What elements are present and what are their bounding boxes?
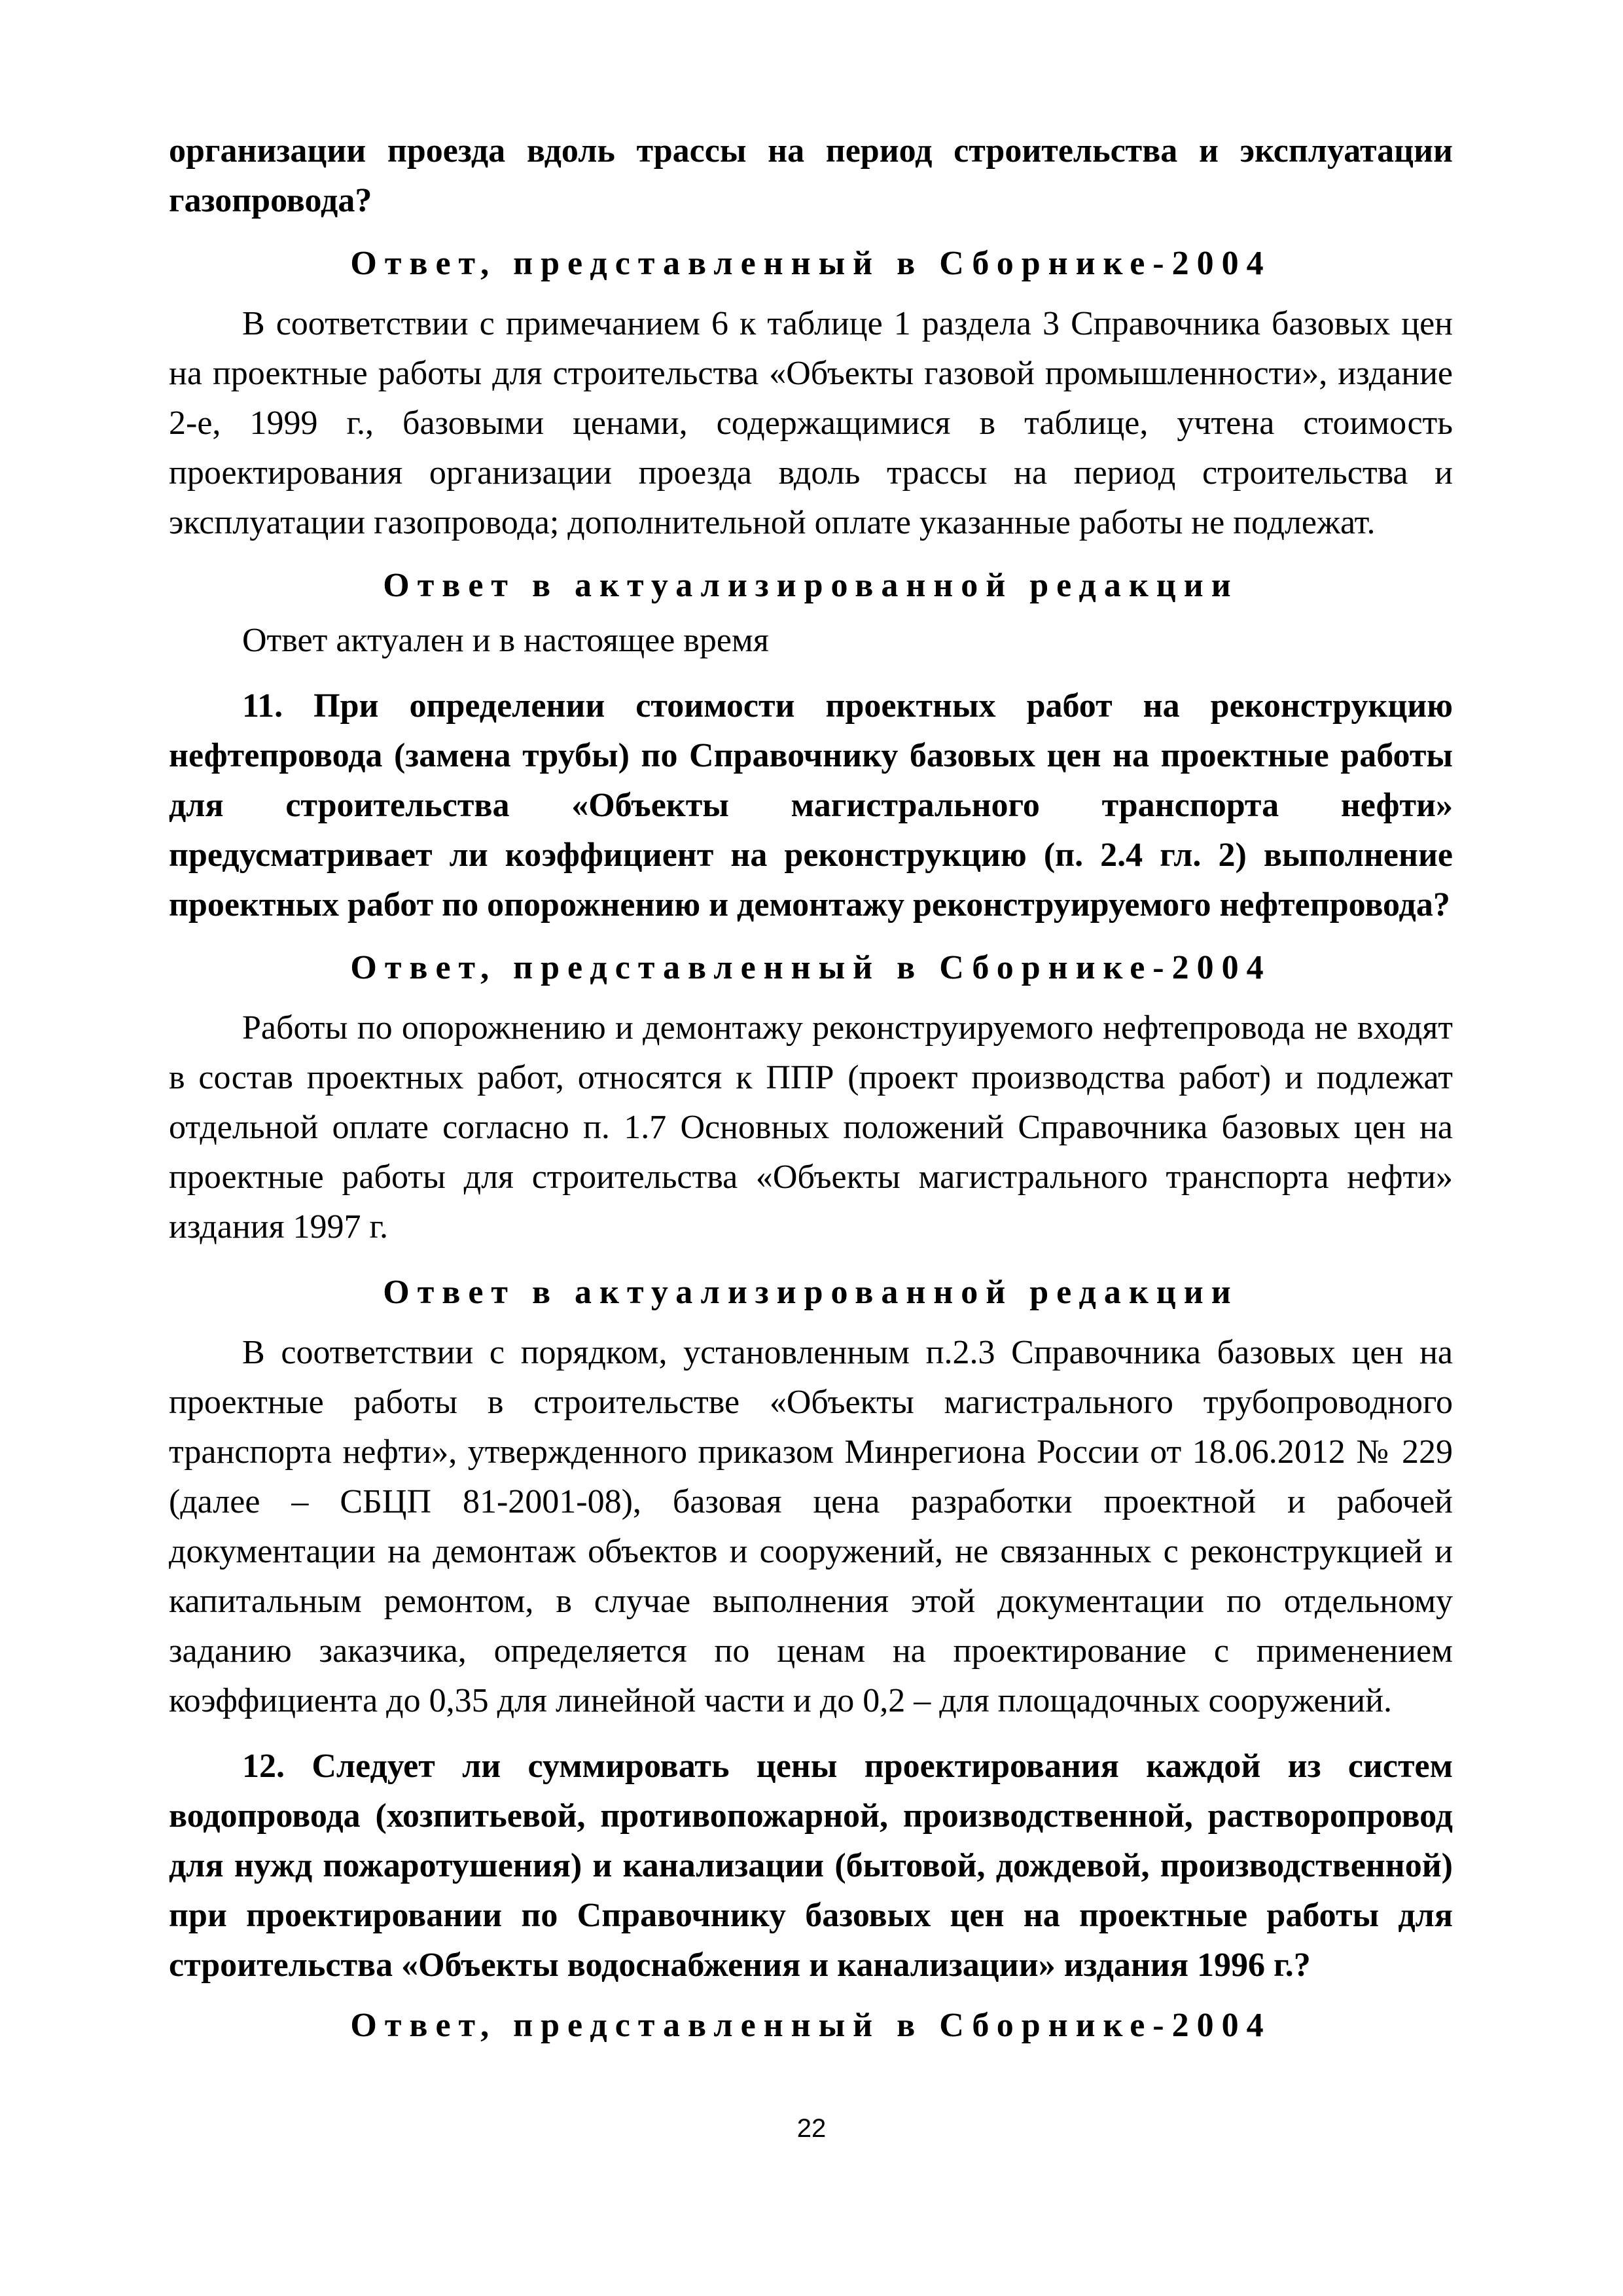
question-12: 12. Следует ли суммировать цены проектирования каждой из систем водопровода (хозпитьевой, противопожарной, производственной, растворопровод для нужд пожаротушения) и канализации (бытовой, дождевой, производственной) при проектировании по Справочнику базовых цен на проектные работы для строительства «Объекты водоснабжения и канализации» издания 1996 г.?	[169, 1748, 1453, 1984]
answer-heading-2004: Ответ, представленный в Сборнике-2004	[350, 245, 1272, 282]
question-11: 11. При определении стоимости проектных работ на реконструкцию нефтепровода (замена трубы) по Справочнику базовых цен на проектные работы для строительства «Объекты магистрального транспорта нефти» предусматривает ли коэффициент на реконструкцию (п. 2.4 гл. 2) выполнение проектных работ по опорожнению и демонтажу реконструируемого нефтепровода?	[169, 687, 1453, 924]
answer-paragraph: Ответ актуален и в настоящее время	[242, 622, 769, 659]
page-content	[169, 126, 1453, 2051]
answer-heading-2004: Ответ, представленный в Сборнике-2004	[350, 2007, 1272, 2044]
answer-heading-updated: Ответ в актуализированной редакции	[383, 1274, 1239, 1311]
page-number: 22	[796, 2114, 827, 2143]
answer-paragraph: В соответствии с примечанием 6 к таблице 1 раздела 3 Справочника базовых цен на проектные работы для строительства «Объекты газовой промышленности», издание 2-е, 1999 г., базовыми ценами, содержащимися в таблице, учтена стоимость проектирования организации проезда вдоль трассы на период строительства и эксплуатации газопровода; дополнительной оплате указанные работы не подлежат.	[169, 305, 1453, 541]
answer-paragraph: Работы по опорожнению и демонтажу реконструируемого нефтепровода не входят в состав проектных работ, относятся к ППР (проект производства работ) и подлежат отдельной оплате согласно п. 1.7 Основных положений Справочника базовых цен на проектные работы для строительства «Объекты магистрального транспорта нефти» издания 1997 г.	[169, 1009, 1453, 1246]
answer-heading-2004: Ответ, представленный в Сборнике-2004	[350, 949, 1272, 986]
answer-paragraph: В соответствии с порядком, установленным п.2.3 Справочника базовых цен на проектные работы в строительстве «Объекты магистрального трубопроводного транспорта нефти», утвержденного приказом Минрегиона России от 18.06.2012 № 229 (далее – СБЦП 81-2001-08), базовая цена разработки проектной и рабочей документации на демонтаж объектов и сооружений, не связанных с реконструкцией и капитальным ремонтом, в случае выполнения этой документации по отдельному заданию заказчика, определяется по ценам на проектирование с применением коэффициента до 0,35 для линейной части и до 0,2 – для площадочных сооружений.	[169, 1334, 1453, 1719]
question-continuation: организации проезда вдоль трассы на период строительства и эксплуатации газопровода?	[169, 132, 1453, 219]
answer-heading-updated: Ответ в актуализированной редакции	[383, 567, 1239, 604]
